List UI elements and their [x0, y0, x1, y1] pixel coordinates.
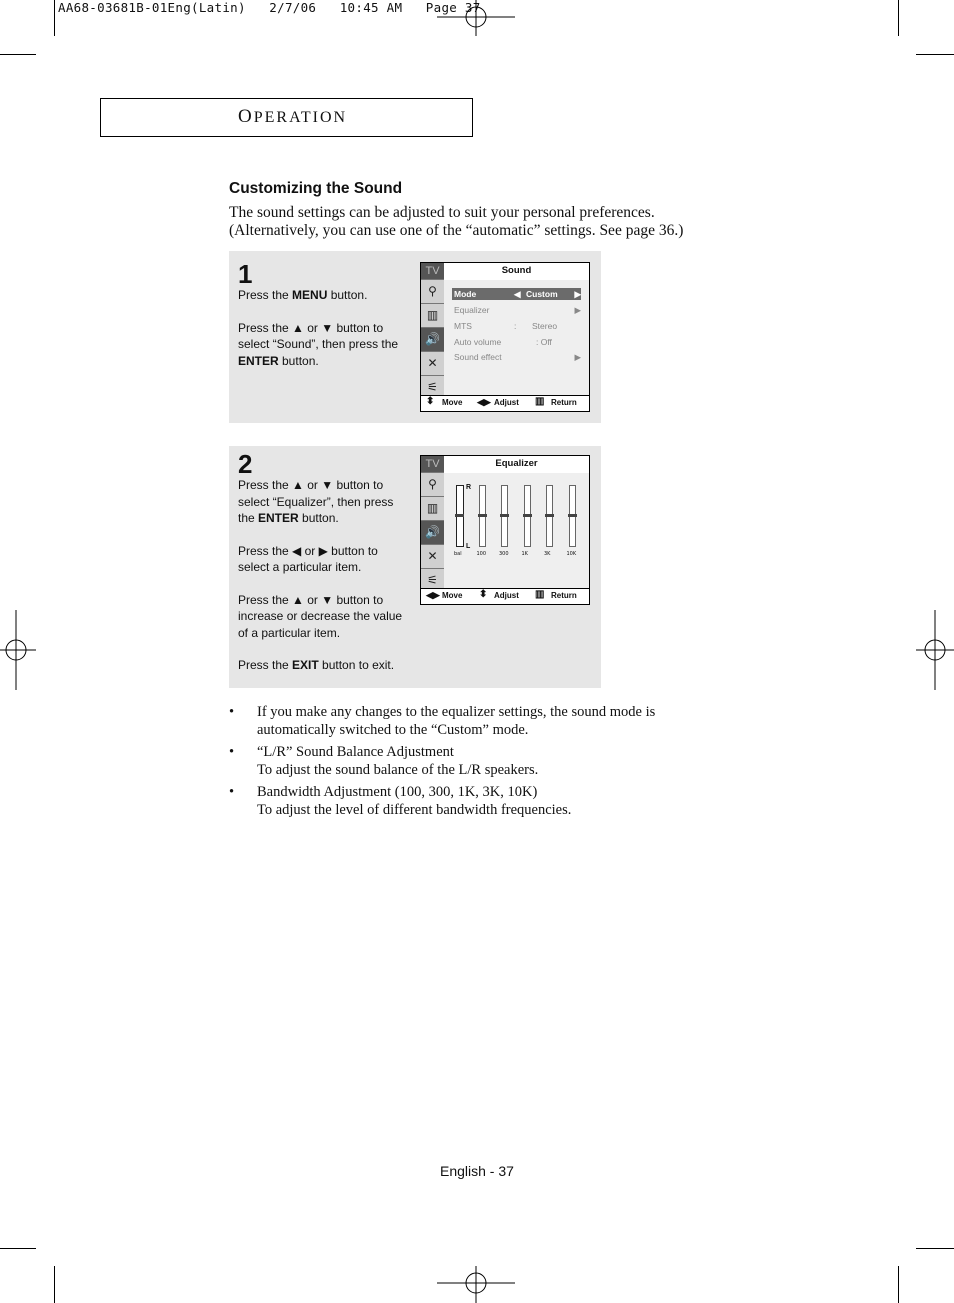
- step2-number: 2: [238, 449, 253, 479]
- tv-sidebar: [421, 263, 444, 395]
- menu-icon: ▥: [535, 589, 545, 600]
- page-heading: Customizing the Sound: [229, 180, 403, 197]
- crop-mark: [0, 1248, 36, 1249]
- setup-icon: ⚟: [421, 568, 444, 592]
- eq-knob-1K: [523, 514, 532, 517]
- menu-row-mts: MTS : Stereo: [454, 321, 558, 331]
- menu-row-equalizer: Equalizer ▶: [454, 305, 581, 315]
- eq-knob-3K: [545, 514, 554, 517]
- footer-return: Return: [551, 398, 577, 407]
- page-footer: English - 37: [440, 1163, 514, 1179]
- step1-number: 1: [238, 259, 253, 289]
- updown-icon: ⬍: [426, 396, 435, 407]
- eq-band-label: 100: [476, 551, 487, 557]
- tv-label: TV: [421, 456, 444, 472]
- crop-mark: [916, 54, 954, 55]
- registration-mark-left: [0, 610, 36, 690]
- registration-mark-top: [437, 0, 517, 36]
- footer-return: Return: [551, 591, 577, 600]
- list-item: • If you make any changes to the equalizer settings, the sound mode is automatically switched to the “Custom” mode.: [229, 704, 656, 738]
- tv-footer: [421, 395, 589, 411]
- equalizer-body: [444, 473, 589, 589]
- eq-left-label: L: [466, 543, 471, 550]
- list-item: • “L/R” Sound Balance Adjustment To adjust the sound balance of the L/R speakers.: [229, 744, 539, 778]
- eq-band-label: 3K: [544, 551, 551, 557]
- registration-mark-right: [916, 610, 954, 690]
- menu-row-mode: Mode ◀ Custom ▶: [454, 289, 581, 299]
- tv-label: TV: [421, 263, 444, 279]
- eq-band-label: 10K: [566, 551, 577, 557]
- crop-mark: [916, 1248, 954, 1249]
- footer-adjust: Adjust: [494, 398, 519, 407]
- sound-icon: 🔊: [421, 327, 444, 351]
- crop-mark: [54, 0, 55, 36]
- setup-icon: ⚟: [421, 375, 444, 399]
- picture-icon: ⚲: [421, 279, 444, 303]
- step2-instructions: Press the ▲ or ▼ button to select “Equalizer”, then press the ENTER button. Press the ◀ or ▶ button to select a particular item. Press the ▲ or ▼ button to increase or decrease the value of a particular item. Press the EXIT button to exit.: [238, 478, 403, 672]
- list-item: • Bandwidth Adjustment (100, 300, 1K, 3K, 10K) To adjust the level of different bandwidth frequencies.: [229, 784, 572, 818]
- updown-icon: ⬍: [479, 589, 488, 600]
- eq-band-label: bal: [454, 551, 462, 557]
- menu-row-sound-effect: Sound effect ▶: [454, 352, 581, 362]
- eq-knob-bal: [455, 514, 464, 517]
- crop-mark: [54, 1266, 55, 1303]
- tv-menu-body: [444, 280, 589, 396]
- eq-right-label: R: [466, 484, 472, 491]
- section-title: OPERATION: [238, 106, 348, 127]
- tv-sidebar: [421, 456, 444, 588]
- crop-mark: [898, 0, 899, 36]
- eq-band-label: 1K: [521, 551, 528, 557]
- tv-footer: [421, 588, 589, 604]
- menu-icon: ▥: [535, 396, 545, 407]
- leftright-icon: ◀▶: [477, 397, 491, 407]
- step1-instructions: Press the MENU button. Press the ▲ or ▼ button to select “Sound”, then press the ENTER button.: [238, 288, 399, 368]
- channel-icon: ▥: [421, 303, 444, 327]
- tv-sound-menu: [420, 262, 590, 412]
- footer-adjust: Adjust: [494, 591, 519, 600]
- intro-text: The sound settings can be adjusted to suit your personal preferences. (Alternatively, you can use one of the “automatic” settings. See page 36.): [229, 204, 684, 239]
- eq-knob-300: [500, 514, 509, 517]
- picture-icon: ⚲: [421, 472, 444, 496]
- tv-menu-title: Sound: [444, 263, 589, 279]
- notes-list: [229, 704, 717, 824]
- sound-icon: 🔊: [421, 520, 444, 544]
- leftright-icon: ◀▶: [426, 590, 440, 600]
- eq-band-label: 300: [499, 551, 509, 557]
- footer-move: Move: [442, 591, 463, 600]
- registration-mark-bottom: [437, 1266, 517, 1303]
- antenna-icon: ✕: [421, 544, 444, 568]
- tv-equalizer-menu: [420, 455, 590, 605]
- crop-mark: [898, 1266, 899, 1303]
- eq-knob-10K: [568, 514, 577, 517]
- eq-knob-100: [478, 514, 487, 517]
- footer-move: Move: [442, 398, 463, 407]
- tv-menu-title: Equalizer: [444, 456, 589, 472]
- crop-mark: [0, 54, 36, 55]
- antenna-icon: ✕: [421, 351, 444, 375]
- print-header: AA68-03681B-01Eng(Latin) 2/7/06 10:45 AM Page 37: [58, 0, 481, 15]
- channel-icon: ▥: [421, 496, 444, 520]
- menu-row-auto-volume: Auto volume : Off: [454, 337, 552, 347]
